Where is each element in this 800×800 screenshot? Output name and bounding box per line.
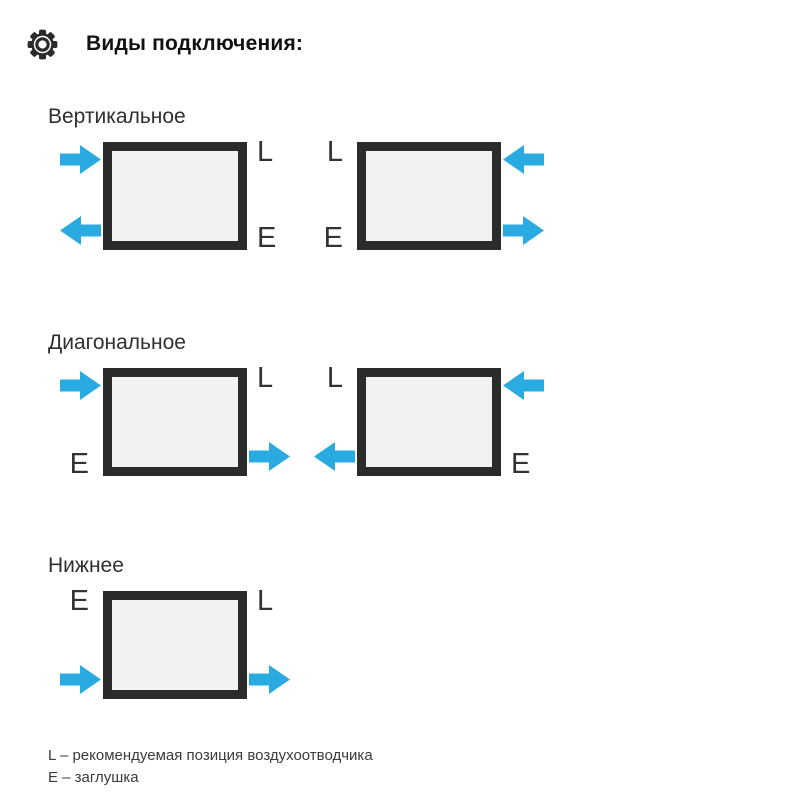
radiator-diagram bbox=[302, 362, 556, 480]
inlet-outlet-zone-right bbox=[501, 368, 556, 480]
radiator-box bbox=[103, 368, 247, 476]
vent-plug-label: E bbox=[69, 585, 89, 617]
inlet-outlet-zone-left bbox=[48, 585, 103, 699]
vent-plug-label: L bbox=[257, 136, 274, 168]
flow-arrow-right-icon bbox=[249, 442, 290, 471]
diagram-row bbox=[48, 136, 800, 254]
flow-arrow-right-icon bbox=[60, 145, 101, 174]
vent-plug-label: E bbox=[511, 448, 531, 480]
inlet-outlet-zone-left bbox=[48, 142, 103, 250]
flow-arrow-right-icon bbox=[60, 371, 101, 400]
radiator-box bbox=[357, 368, 501, 476]
flow-arrow-right-icon bbox=[249, 665, 290, 694]
inlet-outlet-zone-right bbox=[247, 136, 302, 254]
radiator-diagram bbox=[48, 362, 302, 480]
radiator-diagram bbox=[48, 585, 302, 699]
diagram-row bbox=[48, 585, 800, 699]
inlet-outlet-zone-right bbox=[501, 142, 556, 250]
flow-arrow-left-icon bbox=[503, 145, 544, 174]
section-diagonal bbox=[0, 331, 800, 480]
inlet-outlet-zone-left bbox=[48, 368, 103, 480]
section-bottom bbox=[0, 554, 800, 699]
header bbox=[0, 0, 800, 62]
inlet-outlet-zone-left bbox=[302, 362, 357, 476]
inlet-outlet-zone-left bbox=[302, 136, 357, 254]
sections bbox=[0, 105, 800, 699]
vent-plug-label: L bbox=[326, 362, 343, 394]
vent-plug-label: L bbox=[257, 362, 274, 394]
vent-plug-label: L bbox=[326, 136, 343, 168]
flow-arrow-left-icon bbox=[60, 216, 101, 245]
flow-arrow-right-icon bbox=[503, 216, 544, 245]
inlet-outlet-zone-right bbox=[247, 585, 302, 699]
section-title: Нижнее bbox=[48, 554, 124, 577]
radiator-diagram bbox=[48, 136, 302, 254]
vent-plug-label: E bbox=[323, 222, 343, 254]
vent-plug-label: E bbox=[69, 448, 89, 480]
legend-line-vent: L – рекомендуемая позиция воздухоотводчика bbox=[48, 747, 373, 764]
radiator-diagram bbox=[302, 136, 556, 254]
radiator-box bbox=[103, 142, 247, 250]
section-title: Диагональное bbox=[48, 331, 186, 354]
radiator-box bbox=[103, 591, 247, 699]
legend-line-plug: E – заглушка bbox=[48, 769, 139, 786]
inlet-outlet-zone-right bbox=[247, 362, 302, 476]
gear-icon bbox=[25, 27, 60, 62]
radiator-box bbox=[357, 142, 501, 250]
section-vertical bbox=[0, 105, 800, 254]
flow-arrow-left-icon bbox=[503, 371, 544, 400]
diagram-row bbox=[48, 362, 800, 480]
section-title: Вертикальное bbox=[48, 105, 186, 128]
flow-arrow-right-icon bbox=[60, 665, 101, 694]
vent-plug-label: E bbox=[257, 222, 277, 254]
legend bbox=[48, 745, 800, 789]
flow-arrow-left-icon bbox=[314, 442, 355, 471]
vent-plug-label: L bbox=[257, 585, 274, 617]
page-title: Виды подключения: bbox=[86, 32, 304, 55]
